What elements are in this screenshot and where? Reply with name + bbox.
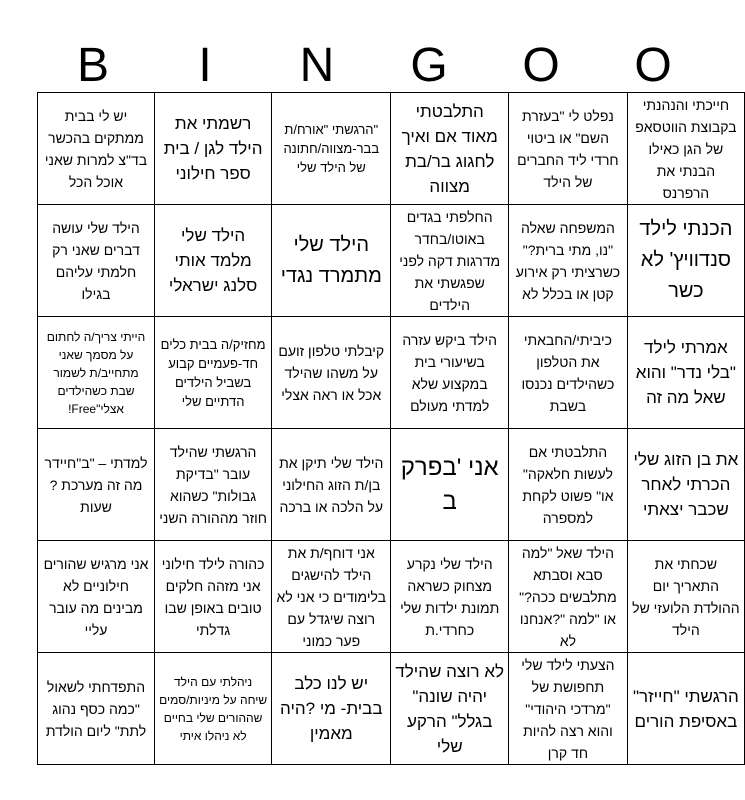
bingo-title bbox=[37, 32, 709, 100]
bingo-cell[interactable]: הרגשתי "חייזר" באסיפת הורים bbox=[627, 653, 744, 765]
bingo-cell[interactable]: הרגשתי שהילד עובר "בדיקת גבולות" כשהוא חוזר מההורה השני bbox=[155, 429, 272, 541]
bingo-cell[interactable]: התלבטתי אם לעשות חלאקה" או" פשוט לקחת למספרה bbox=[509, 429, 628, 541]
bingo-cell[interactable]: קיבלתי טלפון זועם על משהו שהילד אכל או ראה אצלי bbox=[272, 317, 391, 429]
bingo-cell[interactable]: הילד שלי מתמרד נגדי bbox=[272, 205, 391, 317]
bingo-cell[interactable]: הייתי צריך/ה לחתום על מסמך שאני מתחייב/ת לשמור שבת כשהילדים אצלי"Free! bbox=[38, 317, 155, 429]
bingo-cell[interactable]: המשפחה שאלה "נו, מתי ברית?" כשרציתי רק אירוע קטן או בכלל לא bbox=[509, 205, 628, 317]
bingo-row bbox=[38, 205, 745, 317]
bingo-cell[interactable]: הכנתי לילד סנדוויץ' לא כשר bbox=[627, 205, 744, 317]
bingo-row bbox=[38, 93, 745, 205]
bingo-row bbox=[38, 317, 745, 429]
bingo-cell[interactable]: לא רוצה שהילד יהיה שונה" בגלל" הרקע שלי bbox=[391, 653, 509, 765]
bingo-cell[interactable]: הילד שאל "למה סבא וסבתא מתלבשים ככה?" או "למה "?אנחנו לא bbox=[509, 541, 628, 653]
bingo-row bbox=[38, 429, 745, 541]
bingo-cell[interactable]: "הרגשתי "אורח/ת בבר-מצווה/חתונה של הילד שלי bbox=[272, 93, 391, 205]
bingo-cell[interactable]: אני דוחף/ת את הילד להישגים בלימודים כי אני לא רוצה שיגדל עם פער כמוני bbox=[272, 541, 391, 653]
bingo-cell[interactable]: כיביתי/החבאתי את הטלפון כשהילדים נכנסו בשבת bbox=[509, 317, 628, 429]
bingo-cell[interactable]: למדתי – "ב"חיידר מה זה מערכת ?שעות bbox=[38, 429, 155, 541]
bingo-cell[interactable]: הילד שלי תיקן את בן/ת הזוג החילוני על הלכה או ברכה bbox=[272, 429, 391, 541]
bingo-row bbox=[38, 541, 745, 653]
bingo-cell[interactable]: הילד שלי עושה דברים שאני רק חלמתי עליהם בגילו bbox=[38, 205, 155, 317]
title-letter-o-2: O bbox=[634, 39, 672, 92]
bingo-cell[interactable]: אני 'בפרק ב bbox=[391, 429, 509, 541]
bingo-cell[interactable]: אמרתי לילד "בלי נדר" והוא שאל מה זה bbox=[627, 317, 744, 429]
bingo-cell[interactable]: אני מרגיש שהורים חילוניים לא מבינים מה עובר עליי bbox=[38, 541, 155, 653]
bingo-card bbox=[37, 92, 745, 765]
title-letter-i: I bbox=[198, 39, 212, 92]
bingo-cell[interactable]: ניהלתי עם הילד שיחה על מיניות/סמים שההורים שלי בחיים לא ניהלו איתי bbox=[155, 653, 272, 765]
bingo-cell[interactable]: התלבטתי מאוד אם ואיך לחגוג בר/בת מצווה bbox=[391, 93, 509, 205]
title-letter-n: N bbox=[299, 39, 335, 92]
bingo-cell[interactable]: רשמתי את הילד לגן / בית ספר חילוני bbox=[155, 93, 272, 205]
bingo-row bbox=[38, 653, 745, 765]
bingo-cell[interactable]: שכחתי את התאריך יום ההולדת הלועזי של הילד bbox=[627, 541, 744, 653]
bingo-cell[interactable]: חייכתי והנהנתי בקבוצת הווטסאפ של הגן כאילו הבנתי את הרפרנס bbox=[627, 93, 744, 205]
bingo-cell[interactable]: כהורה לילד חילוני אני מזהה חלקים טובים באופן שבו גדלתי bbox=[155, 541, 272, 653]
bingo-cell[interactable]: התפדחתי לשאול "כמה כסף נהוג לתת" ליום הולדת bbox=[38, 653, 155, 765]
bingo-cell[interactable]: הילד שלי נקרע מצחוק כשראה תמונת ילדות שלי כחרדי.ת bbox=[391, 541, 509, 653]
bingo-cell[interactable]: החלפתי בגדים באוטו/בחדר מדרגות דקה לפני שפגשתי את הילדים bbox=[391, 205, 509, 317]
bingo-cell[interactable]: יש לי בבית ממתקים בהכשר בד"צ למרות שאני אוכל הכל bbox=[38, 93, 155, 205]
bingo-cell[interactable]: נפלט לי "בעזרת השם" או ביטוי חרדי ליד החברים של הילד bbox=[509, 93, 628, 205]
bingo-cell[interactable]: את בן הזוג שלי הכרתי לאחר שכבר יצאתי bbox=[627, 429, 744, 541]
bingo-cell[interactable]: הילד שלי מלמד אותי סלנג ישראלי bbox=[155, 205, 272, 317]
bingo-cell[interactable]: הילד ביקש עזרה בשיעורי בית במקצוע שלא למדתי מעולם bbox=[391, 317, 509, 429]
bingo-cell[interactable]: יש לנו כלב בבית- מי ?היה מאמין bbox=[272, 653, 391, 765]
title-letter-b: B bbox=[76, 39, 109, 92]
bingo-cell[interactable]: מחזיק/ה בבית כלים חד-פעמיים קבוע בשביל הילדים הדתיים שלי bbox=[155, 317, 272, 429]
bingo-cell[interactable]: הצעתי לילד שלי תחפושת של "מרדכי היהודי" והוא רצה להיות חד קרן bbox=[509, 653, 628, 765]
title-letter-o: O bbox=[522, 39, 560, 92]
title-letter-g: G bbox=[410, 39, 448, 92]
